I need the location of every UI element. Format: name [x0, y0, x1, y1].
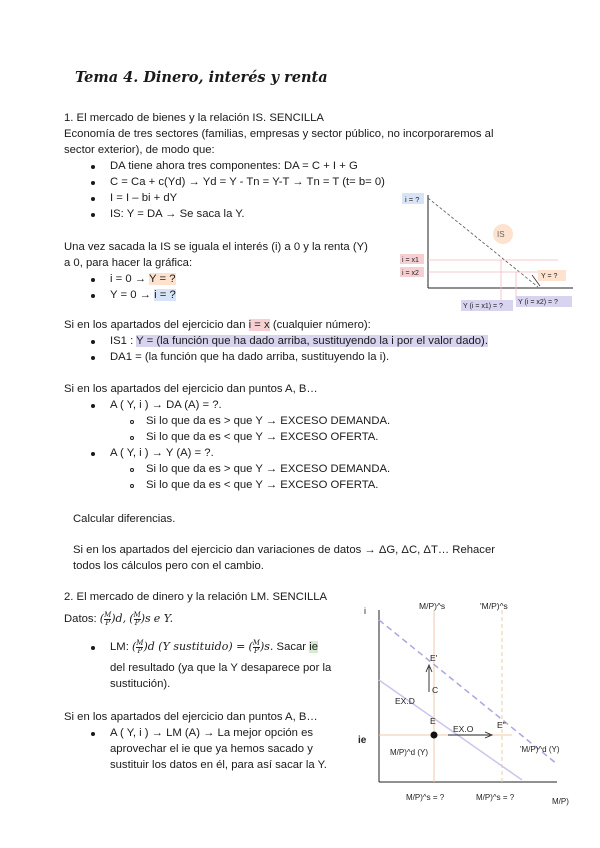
sub-bullet-exceso-oferta: Si lo que da es < que Y → EXCESO OFERTA. [146, 431, 379, 443]
bullet-dot [91, 340, 95, 344]
bullet-dot [91, 197, 95, 201]
section-1-intro-line-2: sector exterior), de modo que: [64, 144, 215, 156]
bullet-dot [91, 646, 95, 650]
is-curve [428, 198, 538, 287]
md-curve-1 [379, 680, 522, 780]
lm-line-3: sustitución). [110, 678, 171, 690]
lm-e-prime-label: E' [430, 653, 438, 663]
lm-x-axis-label: M/P) [552, 797, 569, 806]
datos-line: Datos: ( $\frac{M}{P}$ )d, ( $\frac{M}{P}$ )s e Y. [64, 610, 174, 627]
paragraph-i-equals-x: Si en los apartados del ejercicio dan i = x (cualquier número): [64, 319, 371, 331]
bullet-dot [91, 165, 95, 169]
lm-x-label-1: M/P)^s = ? [406, 793, 445, 802]
is-y-label: Y = ? [541, 273, 558, 280]
sub-bullet-circle [130, 436, 134, 440]
is-ix1-label: i = x1 [402, 257, 419, 264]
bullet-y-zero: Y = 0 → i = ? [110, 289, 176, 301]
bullet-dot [91, 356, 95, 360]
is-ix2-label: i = x2 [402, 270, 419, 277]
bullet-dot [91, 278, 95, 282]
bullet-lm: LM: ( $\frac{M}{P}$ )d (Y sustituido) = ( $\frac{M}{P}$ )s. Sacar ie [110, 638, 318, 655]
page-title: Tema 4. Dinero, interés y renta [75, 69, 328, 86]
lm-x-label-2: M/P)^s = ? [476, 793, 515, 802]
bullet-da1: DA1 = (la función que ha dado arriba, sustituyendo la i). [110, 351, 390, 363]
bullet-da: DA tiene ahora tres componentes: DA = C + I + G [110, 160, 358, 172]
sub-bullet-circle [130, 420, 134, 424]
paragraph-points-2: Si en los apartados del ejercicio dan puntos A, B… [64, 711, 318, 723]
lm-exo-label: EX.O [453, 724, 474, 734]
lm-ms-label-2: 'M/P)^s [480, 601, 508, 611]
calcular-diferencias: Calcular diferencias. [73, 513, 176, 525]
variaciones-line-1: Si en los apartados del ejercicio dan variaciones de datos → ΔG, ΔC, ΔT… Rehacer [73, 544, 495, 556]
lm-ms-label-1: M/P)^s [419, 601, 446, 611]
lm-ie-axis-label: ie [358, 735, 367, 746]
lm-c-label: C [432, 685, 439, 695]
bullet-lm-a-line-2: aprovechar el ie que ya hemos sacado y [110, 743, 313, 755]
bullet-i: I = I – bi + dY [110, 192, 178, 204]
section-2-heading: 2. El mercado de dinero y la relación LM. SENCILLA [64, 591, 328, 603]
sub-bullet-exceso-oferta-2: Si lo que da es < que Y → EXCESO OFERTA. [146, 479, 379, 491]
bullet-lm-a-line-3: sustituir los datos en él, para así sacar la Y. [110, 759, 327, 771]
bullet-dot [91, 732, 95, 736]
lm-i-axis-label: i [364, 606, 366, 616]
bullet-c: C = Ca + c(Yd) → Yd = Y - Tn = Y-T → Tn = T (t= b= 0) [110, 176, 385, 188]
paragraph-points: Si en los apartados del ejercicio dan puntos A, B… [64, 383, 318, 395]
sub-bullet-exceso-demanda-2: Si lo que da es > que Y → EXCESO DEMANDA. [146, 463, 391, 475]
bullet-is1: IS1 : Y = (la función que ha dado arriba, sustituyendo la i por el valor dado). [110, 335, 488, 347]
bullet-is: IS: Y = DA → Se saca la Y. [110, 208, 245, 220]
bullet-i-zero: i = 0 → Y = ? [110, 273, 176, 285]
equilibrium-point [431, 732, 438, 739]
is-chart [398, 190, 578, 315]
bullet-dot [91, 294, 95, 298]
is-yx1-label: Y (i = x1) = ? [463, 303, 503, 310]
variaciones-line-2: todos los cálculos pero con el cambio. [73, 560, 264, 572]
paragraph-is-line-2: a 0, para hacer la gráfica: [64, 257, 193, 269]
section-1-heading: 1. El mercado de bienes y la relación IS. SENCILLA [64, 112, 324, 124]
bullet-lm-a-line-1: A ( Y, i ) → LM (A) → La mejor opción es [110, 727, 314, 739]
sub-bullet-exceso-demanda: Si lo que da es > que Y → EXCESO DEMANDA. [146, 415, 391, 427]
bullet-y-a: A ( Y, i ) → Y (A) = ?. [110, 447, 214, 459]
lm-exd-label: EX.D [395, 696, 415, 706]
bullet-dot [91, 404, 95, 408]
bullet-da-a: A ( Y, i ) → DA (A) = ?. [110, 399, 222, 411]
section-1-intro-line-1: Economía de tres sectores (familias, empresas y sector público, no incorporaremos al [64, 128, 494, 140]
lm-chart [352, 592, 592, 812]
lm-e-dblprime-label: E" [497, 720, 506, 730]
is-i-label: i = ? [405, 195, 420, 204]
bullet-dot [91, 181, 95, 185]
sub-bullet-circle [130, 468, 134, 472]
lm-md-label-1: M/P)^d (Y) [390, 748, 428, 757]
is-yx2-label: Y (i = x2) = ? [518, 299, 558, 306]
paragraph-is-line-1: Una vez sacada la IS se iguala el interés (i) a 0 y la renta (Y) [64, 241, 368, 253]
sub-bullet-circle [130, 484, 134, 488]
is-curve-label: IS [497, 230, 505, 239]
lm-md-label-2: 'M/P)^d (Y) [520, 745, 560, 754]
lm-e-label: E [430, 716, 436, 726]
bullet-dot [91, 213, 95, 217]
bullet-dot [91, 452, 95, 456]
lm-line-2: del resultado (ya que la Y desaparece por la [110, 662, 332, 674]
